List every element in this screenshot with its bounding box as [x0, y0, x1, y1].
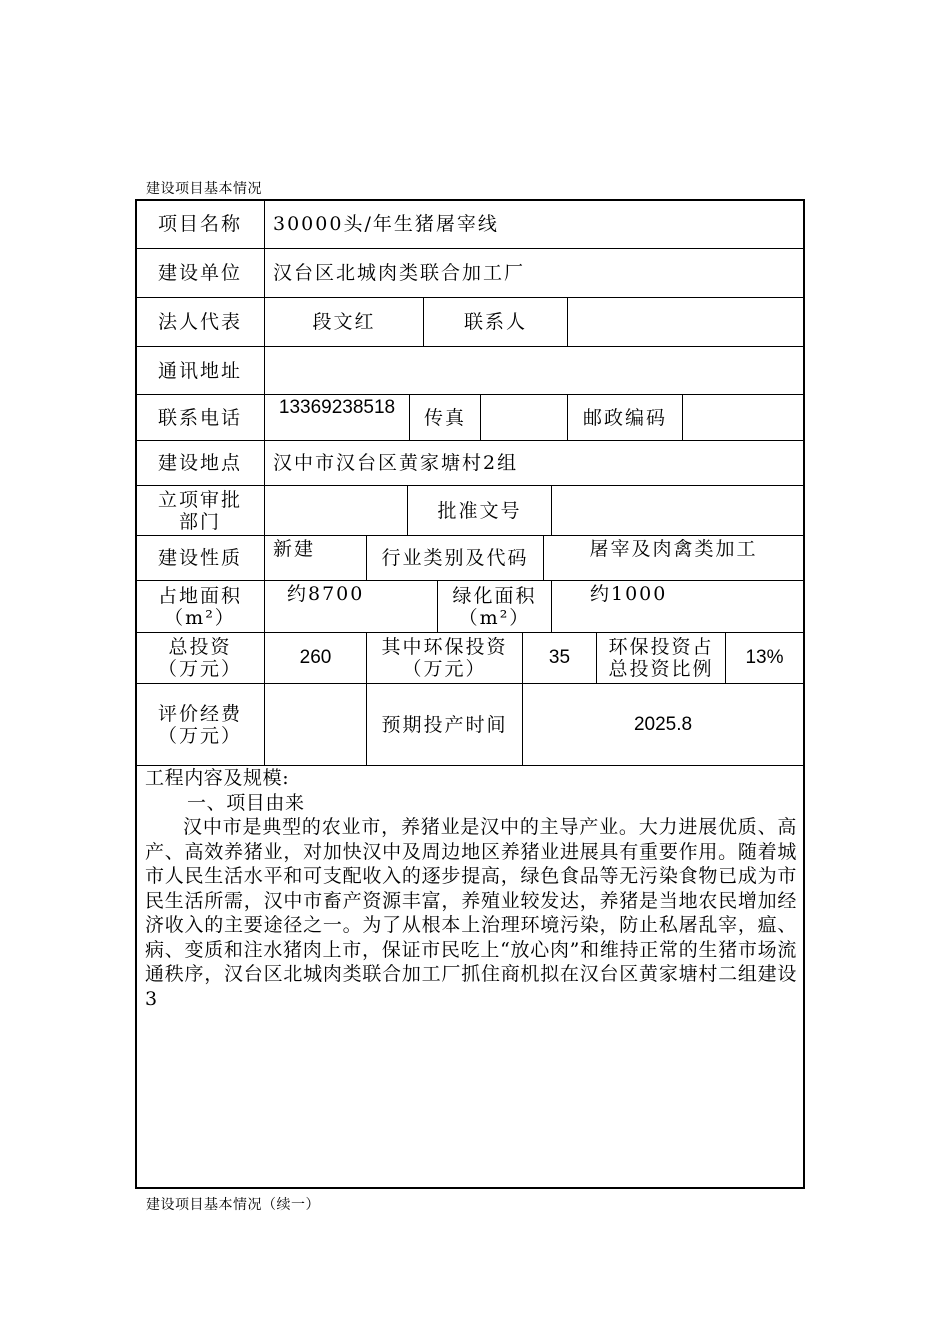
eval-fee-label — [136, 684, 264, 765]
approval-dept-value — [265, 486, 407, 535]
fax-value — [481, 395, 567, 440]
area-label-line1: 占地面积 — [157, 584, 242, 607]
invest-label-line2: （万元） — [157, 658, 242, 680]
content-paragraph: 汉中市是典型的农业市，养猪业是汉中的主导产业。大力进展优质、高产、高效养猪业，对加快汉中及周边地区养猪业进展具有重要作用。随着城市人民生活水平和可支配收入的逐步提高，绿色食品等无污染食物已成为市民生活所需，汉中市畜产资源丰富，养殖业较发达，养猪是当地农民增加经济收入的主要途径之一。为了从根本上治理环境污染，防止私屠乱宰，瘟、病、变质和注水猪肉上市，保证市民吃上“放心肉”和维持正常的生猪市场流通秩序，汉台区北城肉类联合加工厂抓住商机拟在汉台区黄家塘村二组建设3 — [145, 816, 797, 1010]
content-heading: 工程内容及规模: — [145, 767, 290, 789]
env-ratio-label-line1: 环保投资占 — [608, 636, 714, 658]
address-value — [265, 347, 803, 394]
green-value: 约1000 — [590, 583, 668, 605]
area-label-line2: （m²） — [164, 606, 236, 629]
legal-rep-label: 法人代表 — [157, 311, 242, 333]
eval-fee-value — [265, 684, 366, 765]
prod-time-label: 预期投产时间 — [381, 713, 508, 736]
postcode-value — [683, 395, 803, 440]
approval-dept-label-line2: 部门 — [178, 510, 221, 533]
env-invest-label — [367, 633, 522, 683]
address-label: 通讯地址 — [157, 359, 242, 382]
area-value: 约8700 — [287, 583, 365, 605]
contact-label: 联系人 — [463, 311, 527, 333]
env-invest-label-line2: （万元） — [402, 658, 487, 680]
site-value: 汉中市汉台区黄家塘村2组 — [273, 452, 519, 474]
postcode-label: 邮政编码 — [582, 406, 667, 429]
env-invest-label-line1: 其中环保投资 — [381, 636, 508, 658]
eval-fee-label-line2: （万元） — [157, 724, 242, 747]
approval-dept-label — [136, 486, 264, 535]
nature-label: 建设性质 — [157, 547, 242, 569]
approval-no-value — [552, 486, 803, 535]
project-name-value: 30000头/年生猪屠宰线 — [273, 213, 499, 235]
env-ratio-value: 13% — [745, 647, 784, 668]
section-caption: 建设项目基本情况 — [146, 181, 262, 197]
nature-value: 新建 — [273, 538, 316, 560]
env-ratio-label-line2: 总投资比例 — [608, 658, 714, 680]
builder-label: 建设单位 — [157, 262, 242, 284]
green-label — [438, 581, 551, 632]
fax-label: 传真 — [423, 406, 466, 429]
phone-value: 13369238518 — [278, 397, 396, 418]
approval-dept-label-line1: 立项审批 — [157, 488, 242, 511]
invest-label-line1: 总投资 — [168, 636, 232, 658]
project-name-label: 项目名称 — [157, 213, 242, 235]
section-heading: 一、项目由来 — [187, 791, 305, 814]
project-content — [145, 766, 797, 1011]
phone-label: 联系电话 — [157, 406, 242, 429]
approval-no-label: 批准文号 — [437, 499, 522, 522]
invest-value: 260 — [299, 647, 332, 668]
site-label: 建设地点 — [157, 452, 242, 474]
industry-value: 屠宰及肉禽类加工 — [589, 538, 758, 560]
green-label-line1: 绿化面积 — [452, 584, 537, 607]
builder-value: 汉台区北城肉类联合加工厂 — [273, 262, 526, 284]
contact-value — [568, 298, 803, 346]
continued-caption: 建设项目基本情况（续一） — [146, 1197, 320, 1213]
eval-fee-label-line1: 评价经费 — [157, 702, 242, 725]
legal-rep-value: 段文红 — [312, 311, 376, 333]
area-label — [136, 581, 264, 632]
industry-label: 行业类别及代码 — [381, 547, 529, 569]
invest-label — [136, 633, 264, 683]
env-invest-value: 35 — [548, 647, 571, 668]
prod-time-value: 2025.8 — [633, 713, 693, 735]
green-label-line2: （m²） — [458, 606, 531, 629]
env-ratio-label — [597, 633, 725, 683]
